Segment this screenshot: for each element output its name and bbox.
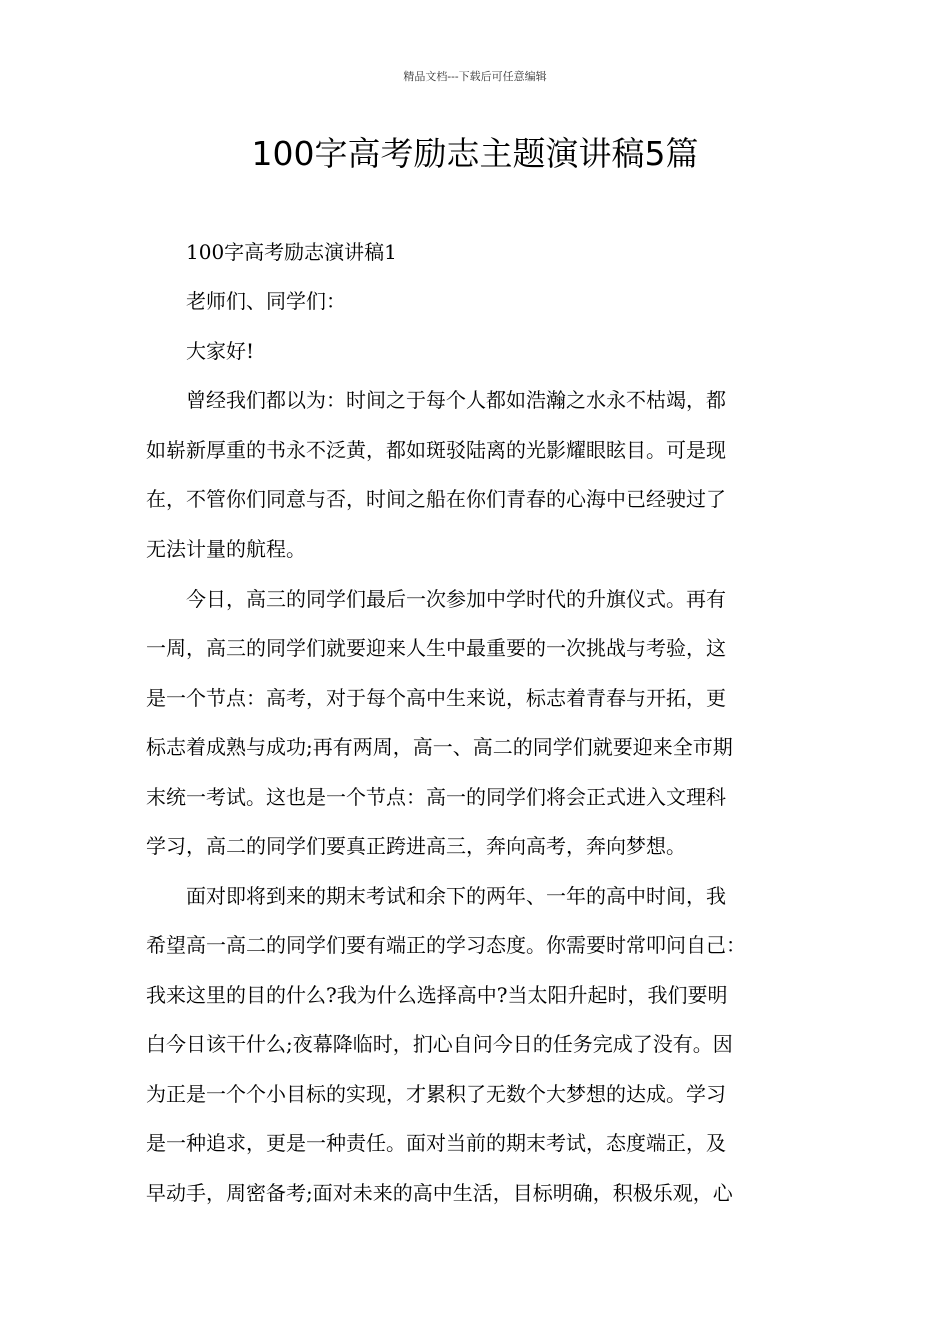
body-line: 曾经我们都以为：时间之于每个人都如浩瀚之水永不枯竭，都 (146, 388, 726, 412)
body-line: 无法计量的航程。 (146, 537, 306, 561)
body-line: 如崭新厚重的书永不泛黄，都如斑驳陆离的光影耀眼眩目。可是现 (146, 438, 726, 462)
body-line: 一周，高三的同学们就要迎来人生中最重要的一次挑战与考验，这 (146, 636, 726, 660)
body-line: 为正是一个个小目标的实现，才累积了无数个大梦想的达成。学习 (146, 1082, 726, 1106)
body-line: 末统一考试。这也是一个节点：高一的同学们将会正式进入文理科 (146, 785, 726, 809)
body-line: 早动手，周密备考;面对未来的高中生活，目标明确，积极乐观，心 (146, 1181, 733, 1205)
document-title: 100字高考励志主题演讲稿5篇 (251, 134, 699, 173)
body-line: 今日，高三的同学们最后一次参加中学时代的升旗仪式。再有 (146, 587, 726, 611)
body-line: 学习，高二的同学们要真正跨进高三，奔向高考，奔向梦想。 (146, 834, 686, 858)
body-line: 我来这里的目的什么?我为什么选择高中?当太阳升起时，我们要明 (146, 983, 728, 1007)
body-line: 大家好! (146, 339, 255, 363)
body-line: 是一种追求，更是一种责任。面对当前的期末考试，态度端正，及 (146, 1131, 726, 1155)
header-note: 精品文档---下载后可任意编辑 (403, 70, 547, 83)
body-line: 白今日该干什么;夜幕降临时，扪心自问今日的任务完成了没有。因 (146, 1032, 733, 1056)
body-line: 100字高考励志演讲稿1 (146, 240, 397, 264)
body-line: 在，不管你们同意与否，时间之船在你们青春的心海中已经驶过了 (146, 487, 726, 511)
body-line: 面对即将到来的期末考试和余下的两年、一年的高中时间，我 (146, 884, 726, 908)
body-line: 是一个节点：高考，对于每个高中生来说，标志着青春与开拓，更 (146, 686, 726, 710)
body-line: 老师们、同学们： (146, 289, 346, 313)
body-line: 标志着成熟与成功;再有两周，高一、高二的同学们就要迎来全市期 (146, 735, 733, 759)
body-line: 希望高一高二的同学们要有端正的学习态度。你需要时常叩问自己： (146, 933, 746, 957)
